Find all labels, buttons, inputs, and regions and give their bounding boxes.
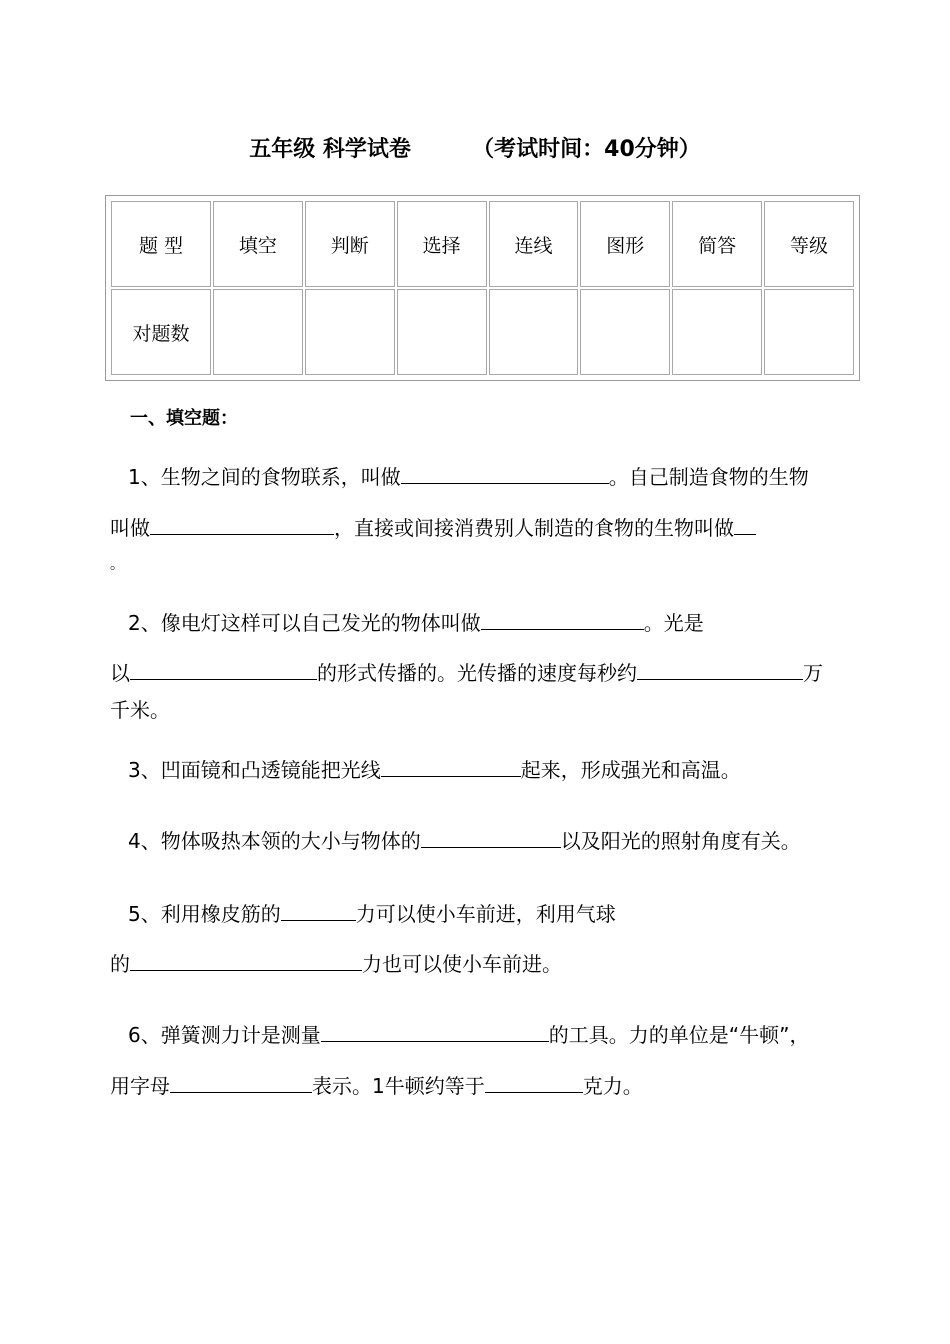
header-cell-figure: 图形	[580, 201, 670, 287]
header-cell-choice: 选择	[397, 201, 487, 287]
score-cell[interactable]	[305, 289, 395, 375]
score-table-count-row	[111, 289, 854, 375]
header-cell-short-answer: 简答	[672, 201, 762, 287]
row-label-correct-count: 对题数	[111, 289, 211, 375]
question-2-line-2: 以 的形式传播的。光传播的速度每秒约 万	[110, 661, 823, 685]
answer-blank[interactable]	[637, 659, 803, 680]
question-1-line-2: 叫做 ，直接或间接消费别人制造的食物的生物叫做	[110, 514, 870, 541]
question-2-line-3: 千米。	[110, 698, 170, 722]
score-cell[interactable]	[397, 289, 487, 375]
score-cell[interactable]	[580, 289, 670, 375]
score-cell[interactable]	[672, 289, 762, 375]
answer-blank[interactable]	[481, 609, 644, 630]
answer-blank[interactable]	[150, 514, 334, 535]
question-1-line-3: 。	[110, 557, 124, 573]
answer-blank[interactable]	[401, 463, 609, 484]
score-table	[105, 195, 860, 381]
answer-blank[interactable]	[485, 1072, 583, 1093]
answer-blank[interactable]	[734, 514, 756, 535]
score-table-header-row	[111, 201, 854, 287]
section-heading-fill-in: 一、填空题：	[130, 408, 238, 429]
answer-blank[interactable]	[321, 1021, 549, 1042]
answer-blank[interactable]	[421, 827, 561, 848]
header-cell-fill: 填空	[213, 201, 303, 287]
question-2-line-1: 2、像电灯这样可以自己发光的物体叫做 。光是	[128, 611, 704, 635]
question-5-line-2: 的 力也可以使小车前进。	[110, 952, 562, 976]
question-3: 3、凹面镜和凸透镜能把光线 起来，形成强光和高温。	[128, 758, 741, 782]
score-cell[interactable]	[213, 289, 303, 375]
header-cell-type: 题 型	[111, 201, 211, 287]
page-title: 五年级 科学试卷 （考试时间：40分钟）	[249, 137, 701, 162]
header-cell-match: 连线	[489, 201, 579, 287]
score-cell[interactable]	[764, 289, 854, 375]
score-cell[interactable]	[489, 289, 579, 375]
question-6-line-2: 用字母 表示。1牛顿约等于 克力。	[110, 1074, 643, 1098]
header-cell-grade: 等级	[764, 201, 854, 287]
question-5-line-1: 5、利用橡皮筋的 力可以使小车前进，利用气球	[128, 902, 616, 926]
answer-blank[interactable]	[281, 900, 356, 921]
answer-blank[interactable]	[381, 756, 521, 777]
header-cell-judge: 判断	[305, 201, 395, 287]
question-4: 4、物体吸热本领的大小与物体的 以及阳光的照射角度有关。	[128, 829, 801, 853]
answer-blank[interactable]	[130, 659, 317, 680]
answer-blank[interactable]	[130, 950, 362, 971]
answer-blank[interactable]	[170, 1072, 312, 1093]
question-6-line-1: 6、弹簧测力计是测量 的工具。力的单位是“牛顿”，	[128, 1023, 810, 1047]
question-1-line-1: 1、生物之间的食物联系，叫做 。自己制造食物的生物	[128, 465, 809, 489]
